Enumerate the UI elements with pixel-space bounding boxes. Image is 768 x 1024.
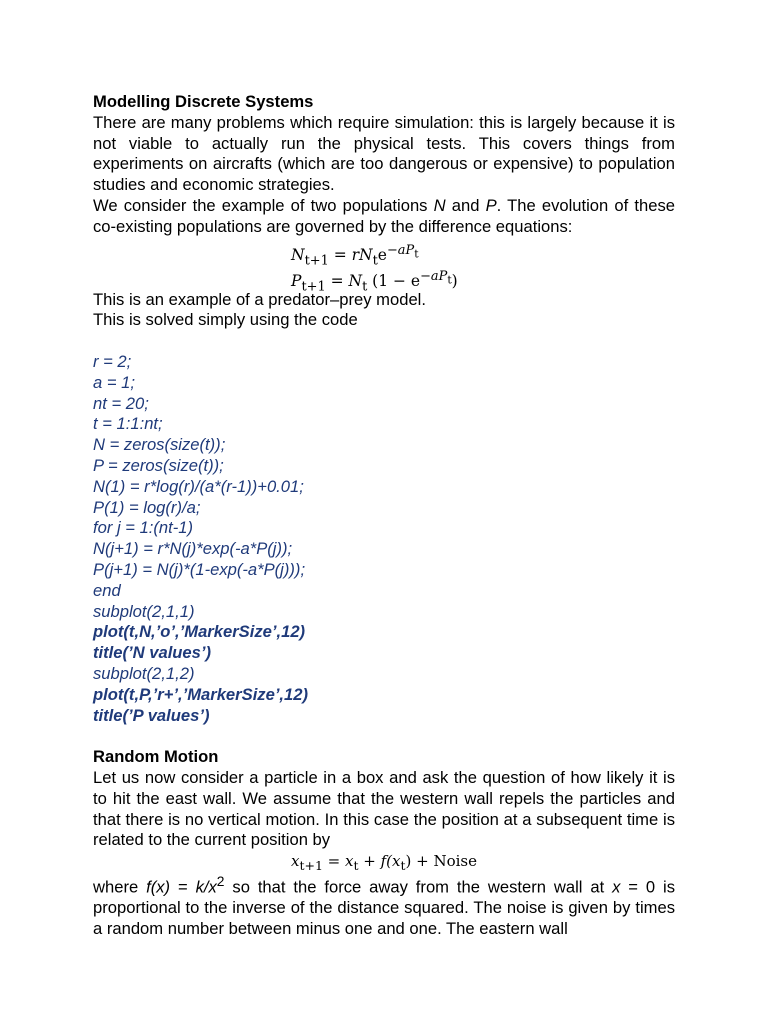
eq-rhs: = N	[325, 271, 363, 290]
paragraph-predator-prey: This is an example of a predator–prey model.	[93, 289, 426, 309]
eq-symbol: P	[291, 271, 302, 290]
var-n: N	[433, 195, 446, 215]
var-k: k/x	[195, 877, 217, 897]
spacer	[93, 331, 675, 352]
paragraph-simulation: There are many problems which require simulation: this is largely because it is not viable to actually run the physical tests. This covers things from experiments on aircrafts (which are too dangerous or expensive) to population studies and economic strategies.	[93, 112, 675, 195]
code-line: for j = 1:(nt-1)	[93, 518, 194, 538]
difference-equations	[93, 238, 675, 294]
code-line: end	[93, 580, 121, 600]
paragraph-force	[93, 871, 675, 940]
code-line: title(’N values’)	[93, 643, 212, 663]
paragraph-populations	[93, 196, 675, 238]
code-line: N = zeros(size(t));	[93, 435, 226, 455]
eq-sub: t+1	[301, 278, 326, 294]
code-line: subplot(2,1,2)	[93, 663, 195, 683]
code-block	[93, 352, 675, 726]
code-line: plot(t,N,’o’,’MarkerSize’,12)	[93, 622, 306, 642]
var-fx: f(x)	[146, 877, 171, 897]
equation-n	[291, 238, 675, 268]
eq-sub: t	[400, 858, 406, 874]
text-span: = 0 is proportional to the inverse of the distance squared. The noise is given by times a random number between minus one and one. The eastern wall	[93, 877, 675, 939]
text-span: where	[93, 877, 147, 897]
equation-position	[93, 851, 675, 874]
code-line: N(j+1) = r*N(j)*exp(-a*P(j));	[93, 539, 293, 559]
eq-rhs: = rN	[328, 245, 373, 264]
code-line: t = 1:1:nt;	[93, 414, 163, 434]
text-span: and	[445, 195, 486, 215]
code-line: N(1) = r*log(r)/(a*(r-1))+0.01;	[93, 476, 304, 496]
eq-sub: t	[372, 252, 378, 268]
eq-rhs: + f(x	[358, 852, 401, 871]
eq-exp: e	[377, 245, 387, 264]
paragraph-particle: Let us now consider a particle in a box and ask the question of how likely it is to hit the east wall. We assume that the western wall repels the particles and that there is no vertical motion. In this case the position at a subsequent time is related to the current position by	[93, 767, 675, 850]
text-span: We consider the example of two populations	[93, 195, 434, 215]
eq-close: )	[451, 271, 458, 290]
eq-rhs: = x	[322, 852, 354, 871]
section-title-random-motion: Random Motion	[93, 747, 219, 767]
eq-symbol: x	[290, 852, 300, 871]
sup-two: 2	[216, 873, 225, 890]
eq-sup	[420, 268, 452, 287]
code-line: nt = 20;	[93, 393, 149, 413]
var-x: x	[612, 877, 621, 897]
paragraph-code-intro: This is solved simply using the code	[93, 310, 358, 330]
eq-sup-text: −aP	[420, 268, 448, 284]
code-line: title(’P values’)	[93, 705, 210, 725]
document-content	[93, 92, 675, 940]
eq-sub: t+1	[299, 858, 323, 874]
code-line: P(1) = log(r)/a;	[93, 497, 201, 517]
code-line: r = 2;	[93, 351, 132, 371]
text-span: =	[170, 877, 196, 897]
text-span: so that the force away from the western wall at	[224, 877, 613, 897]
code-line: plot(t,P,’r+’,’MarkerSize’,12)	[93, 684, 309, 704]
eq-sup-text: −aP	[386, 242, 415, 258]
code-line: subplot(2,1,1)	[93, 601, 195, 621]
eq-sup	[386, 242, 419, 261]
eq-paren: (1 − e	[367, 271, 421, 290]
eq-rhs: ) + Noise	[405, 852, 477, 871]
eq-sub: t+1	[304, 252, 329, 268]
var-p: P	[485, 195, 497, 215]
eq-sub: t	[362, 278, 368, 294]
spacer	[93, 726, 675, 747]
eq-sup-sub: t	[414, 247, 419, 261]
code-line: P(j+1) = N(j)*(1-exp(-a*P(j)));	[93, 559, 306, 579]
section-title-modelling: Modelling Discrete Systems	[93, 92, 314, 111]
eq-sub: t	[353, 858, 359, 874]
equation-p	[291, 264, 675, 294]
text-span: . The evolution of these co-existing populations are governed by the difference equations:	[93, 195, 675, 236]
code-line: P = zeros(size(t));	[93, 455, 224, 475]
eq-sup-sub: t	[447, 273, 452, 287]
eq-symbol: N	[291, 245, 305, 264]
code-line: a = 1;	[93, 372, 135, 392]
